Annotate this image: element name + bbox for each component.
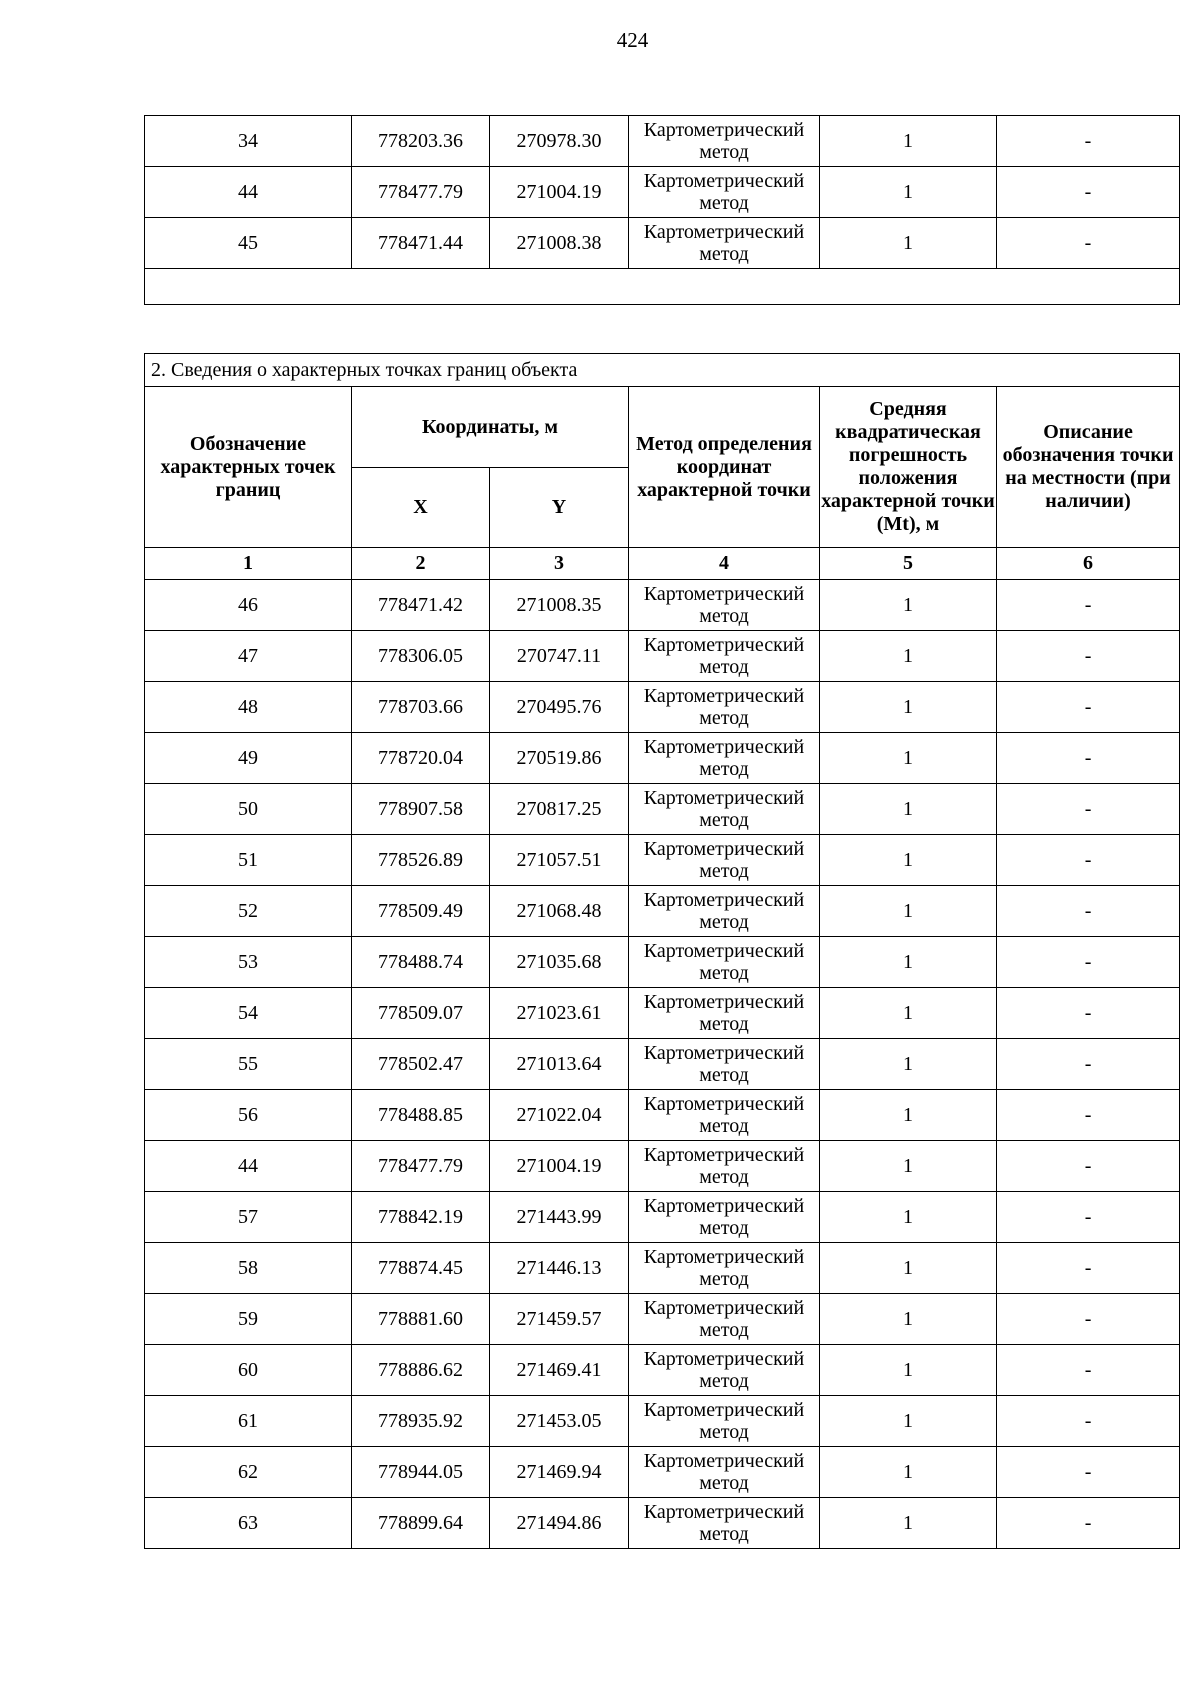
coordinate-x: 778488.74 [352, 937, 490, 988]
coordinate-x: 778509.49 [352, 886, 490, 937]
coordinate-y: 271446.13 [490, 1243, 629, 1294]
method-cell [629, 1141, 820, 1192]
method-line: метод [699, 656, 749, 678]
method-line: Картометрический [643, 1144, 805, 1166]
column-number: 4 [629, 548, 820, 580]
point-number: 49 [145, 733, 352, 784]
mt-value: 1 [820, 835, 997, 886]
point-number: 63 [145, 1498, 352, 1549]
description-value: - [997, 167, 1180, 218]
point-number: 52 [145, 886, 352, 937]
method-line: метод [699, 605, 749, 627]
method-cell [629, 167, 820, 218]
header-coordinates: Координаты, м [352, 387, 629, 468]
table-row [145, 167, 1180, 218]
method-line: метод [699, 1268, 749, 1290]
coordinate-y: 271035.68 [490, 937, 629, 988]
boundary-points-body [145, 580, 1180, 1549]
point-number: 56 [145, 1090, 352, 1141]
coordinate-x: 778477.79 [352, 1141, 490, 1192]
description-value: - [997, 580, 1180, 631]
method-line: Картометрический [643, 170, 805, 192]
method-cell [629, 1192, 820, 1243]
method-line: метод [699, 1472, 749, 1494]
description-value: - [997, 1345, 1180, 1396]
coordinate-x: 778907.58 [352, 784, 490, 835]
method-cell [629, 1396, 820, 1447]
table-row [145, 1294, 1180, 1345]
coordinate-x: 778935.92 [352, 1396, 490, 1447]
method-cell [629, 682, 820, 733]
method-line: метод [699, 1523, 749, 1545]
method-line: Картометрический [643, 1450, 805, 1472]
method-line: метод [699, 1319, 749, 1341]
coordinate-x: 778477.79 [352, 167, 490, 218]
method-line: Картометрический [643, 685, 805, 707]
mt-value: 1 [820, 1090, 997, 1141]
coordinate-y: 271494.86 [490, 1498, 629, 1549]
point-number: 53 [145, 937, 352, 988]
method-cell [629, 1294, 820, 1345]
coordinate-y: 271008.35 [490, 580, 629, 631]
point-number: 44 [145, 167, 352, 218]
coordinate-x: 778874.45 [352, 1243, 490, 1294]
coordinate-x: 778509.07 [352, 988, 490, 1039]
table-row [145, 580, 1180, 631]
description-value: - [997, 1498, 1180, 1549]
description-value: - [997, 1396, 1180, 1447]
description-value: - [997, 988, 1180, 1039]
boundary-points-table [144, 353, 1180, 1549]
method-line: Картометрический [643, 940, 805, 962]
method-cell [629, 733, 820, 784]
method-cell [629, 580, 820, 631]
method-line: Картометрический [643, 119, 805, 141]
method-line: Картометрический [643, 787, 805, 809]
method-line: метод [699, 1013, 749, 1035]
blank-row [145, 269, 1180, 305]
description-value: - [997, 886, 1180, 937]
method-line: Картометрический [643, 634, 805, 656]
header-method: Метод определения координат характерной точки [629, 387, 820, 548]
method-cell [629, 835, 820, 886]
method-line: Картометрический [643, 1042, 805, 1064]
table-caption: 2. Сведения о характерных точках границ объекта [145, 354, 1180, 387]
point-number: 62 [145, 1447, 352, 1498]
mt-value: 1 [820, 1345, 997, 1396]
coordinate-x: 778203.36 [352, 116, 490, 167]
table-row [145, 1039, 1180, 1090]
method-cell [629, 988, 820, 1039]
description-value: - [997, 218, 1180, 269]
method-cell [629, 1345, 820, 1396]
coordinate-x: 778703.66 [352, 682, 490, 733]
coordinate-y: 271022.04 [490, 1090, 629, 1141]
method-line: Картометрический [643, 1093, 805, 1115]
coordinate-x: 778502.47 [352, 1039, 490, 1090]
method-line: метод [699, 1217, 749, 1239]
table-row [145, 988, 1180, 1039]
method-line: Картометрический [643, 1501, 805, 1523]
method-line: метод [699, 1115, 749, 1137]
mt-value: 1 [820, 167, 997, 218]
point-number: 54 [145, 988, 352, 1039]
blank-cell [145, 269, 1180, 305]
method-line: Картометрический [643, 583, 805, 605]
method-cell [629, 1090, 820, 1141]
mt-value: 1 [820, 1396, 997, 1447]
coordinate-y: 271469.94 [490, 1447, 629, 1498]
method-cell [629, 218, 820, 269]
point-number: 59 [145, 1294, 352, 1345]
mt-value: 1 [820, 116, 997, 167]
coordinate-y: 271023.61 [490, 988, 629, 1039]
coordinate-y: 270747.11 [490, 631, 629, 682]
coordinate-x: 778306.05 [352, 631, 490, 682]
method-cell [629, 1498, 820, 1549]
coordinate-x: 778471.44 [352, 218, 490, 269]
coordinate-y: 271469.41 [490, 1345, 629, 1396]
method-line: метод [699, 141, 749, 163]
point-number: 47 [145, 631, 352, 682]
description-value: - [997, 1447, 1180, 1498]
method-line: Картометрический [643, 1399, 805, 1421]
column-number: 1 [145, 548, 352, 580]
column-number: 3 [490, 548, 629, 580]
point-number: 34 [145, 116, 352, 167]
header-point-designation: Обозначение характерных точек границ [145, 387, 352, 548]
mt-value: 1 [820, 1498, 997, 1549]
mt-value: 1 [820, 1192, 997, 1243]
mt-value: 1 [820, 631, 997, 682]
method-line: метод [699, 1421, 749, 1443]
mt-value: 1 [820, 988, 997, 1039]
point-number: 61 [145, 1396, 352, 1447]
point-number: 60 [145, 1345, 352, 1396]
point-number: 50 [145, 784, 352, 835]
table-row [145, 835, 1180, 886]
table-row [145, 1447, 1180, 1498]
coordinate-x: 778526.89 [352, 835, 490, 886]
mt-value: 1 [820, 580, 997, 631]
table-row [145, 1396, 1180, 1447]
description-value: - [997, 937, 1180, 988]
coordinate-y: 271453.05 [490, 1396, 629, 1447]
method-line: метод [699, 1064, 749, 1086]
table-row [145, 116, 1180, 167]
description-value: - [997, 1294, 1180, 1345]
method-line: Картометрический [643, 838, 805, 860]
method-cell [629, 886, 820, 937]
method-line: метод [699, 758, 749, 780]
table-row [145, 682, 1180, 733]
mt-value: 1 [820, 1141, 997, 1192]
method-line: метод [699, 1166, 749, 1188]
coordinate-y: 270978.30 [490, 116, 629, 167]
header-y: Y [490, 468, 629, 548]
description-value: - [997, 1090, 1180, 1141]
description-value: - [997, 1039, 1180, 1090]
table-row [145, 218, 1180, 269]
coordinate-x: 778488.85 [352, 1090, 490, 1141]
mt-value: 1 [820, 886, 997, 937]
table-row [145, 631, 1180, 682]
description-value: - [997, 116, 1180, 167]
point-number: 55 [145, 1039, 352, 1090]
point-number: 57 [145, 1192, 352, 1243]
column-number: 2 [352, 548, 490, 580]
column-number: 6 [997, 548, 1180, 580]
description-value: - [997, 1192, 1180, 1243]
coordinate-y: 271004.19 [490, 1141, 629, 1192]
table-row [145, 1243, 1180, 1294]
method-line: метод [699, 192, 749, 214]
method-cell [629, 784, 820, 835]
method-cell [629, 631, 820, 682]
point-number: 58 [145, 1243, 352, 1294]
coordinate-y: 271057.51 [490, 835, 629, 886]
method-line: Картометрический [643, 221, 805, 243]
mt-value: 1 [820, 218, 997, 269]
table-row [145, 1498, 1180, 1549]
method-cell [629, 1039, 820, 1090]
coordinate-y: 270817.25 [490, 784, 629, 835]
method-line: Картометрический [643, 889, 805, 911]
coordinate-x: 778944.05 [352, 1447, 490, 1498]
description-value: - [997, 733, 1180, 784]
mt-value: 1 [820, 784, 997, 835]
mt-value: 1 [820, 1039, 997, 1090]
table-row [145, 1141, 1180, 1192]
table-row [145, 886, 1180, 937]
method-line: метод [699, 707, 749, 729]
header-description: Описание обозначения точки на местности (при наличии) [997, 387, 1180, 548]
description-value: - [997, 631, 1180, 682]
coordinate-x: 778881.60 [352, 1294, 490, 1345]
method-line: Картометрический [643, 1348, 805, 1370]
header-mt: Средняя квадратическая погрешность положения характерной точки (Mt), м [820, 387, 997, 548]
mt-value: 1 [820, 682, 997, 733]
mt-value: 1 [820, 937, 997, 988]
table-row [145, 784, 1180, 835]
method-line: метод [699, 911, 749, 933]
method-line: Картометрический [643, 991, 805, 1013]
description-value: - [997, 682, 1180, 733]
method-line: метод [699, 860, 749, 882]
column-number: 5 [820, 548, 997, 580]
coordinate-x: 778842.19 [352, 1192, 490, 1243]
table-row [145, 1192, 1180, 1243]
header-x: X [352, 468, 490, 548]
point-number: 45 [145, 218, 352, 269]
coordinate-y: 271008.38 [490, 218, 629, 269]
coordinate-x: 778886.62 [352, 1345, 490, 1396]
table-row [145, 1090, 1180, 1141]
coordinate-y: 270519.86 [490, 733, 629, 784]
coordinate-y: 270495.76 [490, 682, 629, 733]
page-number: 424 [616, 28, 649, 52]
continued-coordinates-body [145, 116, 1180, 269]
column-number-row [145, 548, 1180, 580]
mt-value: 1 [820, 733, 997, 784]
table-row [145, 937, 1180, 988]
description-value: - [997, 835, 1180, 886]
point-number: 44 [145, 1141, 352, 1192]
description-value: - [997, 784, 1180, 835]
table-row [145, 1345, 1180, 1396]
mt-value: 1 [820, 1447, 997, 1498]
method-cell [629, 1447, 820, 1498]
coordinate-y: 271068.48 [490, 886, 629, 937]
method-line: Картометрический [643, 736, 805, 758]
method-cell [629, 116, 820, 167]
method-line: метод [699, 1370, 749, 1392]
method-line: Картометрический [643, 1297, 805, 1319]
continued-coordinates-table [144, 115, 1180, 305]
description-value: - [997, 1141, 1180, 1192]
point-number: 46 [145, 580, 352, 631]
coordinate-y: 271459.57 [490, 1294, 629, 1345]
mt-value: 1 [820, 1294, 997, 1345]
method-cell [629, 1243, 820, 1294]
method-line: Картометрический [643, 1246, 805, 1268]
table-row [145, 733, 1180, 784]
method-line: метод [699, 962, 749, 984]
method-cell [629, 937, 820, 988]
description-value: - [997, 1243, 1180, 1294]
coordinate-x: 778720.04 [352, 733, 490, 784]
mt-value: 1 [820, 1243, 997, 1294]
coordinate-y: 271004.19 [490, 167, 629, 218]
point-number: 48 [145, 682, 352, 733]
method-line: метод [699, 809, 749, 831]
coordinate-x: 778471.42 [352, 580, 490, 631]
coordinate-x: 778899.64 [352, 1498, 490, 1549]
point-number: 51 [145, 835, 352, 886]
method-line: Картометрический [643, 1195, 805, 1217]
coordinate-y: 271443.99 [490, 1192, 629, 1243]
coordinate-y: 271013.64 [490, 1039, 629, 1090]
method-line: метод [699, 243, 749, 265]
